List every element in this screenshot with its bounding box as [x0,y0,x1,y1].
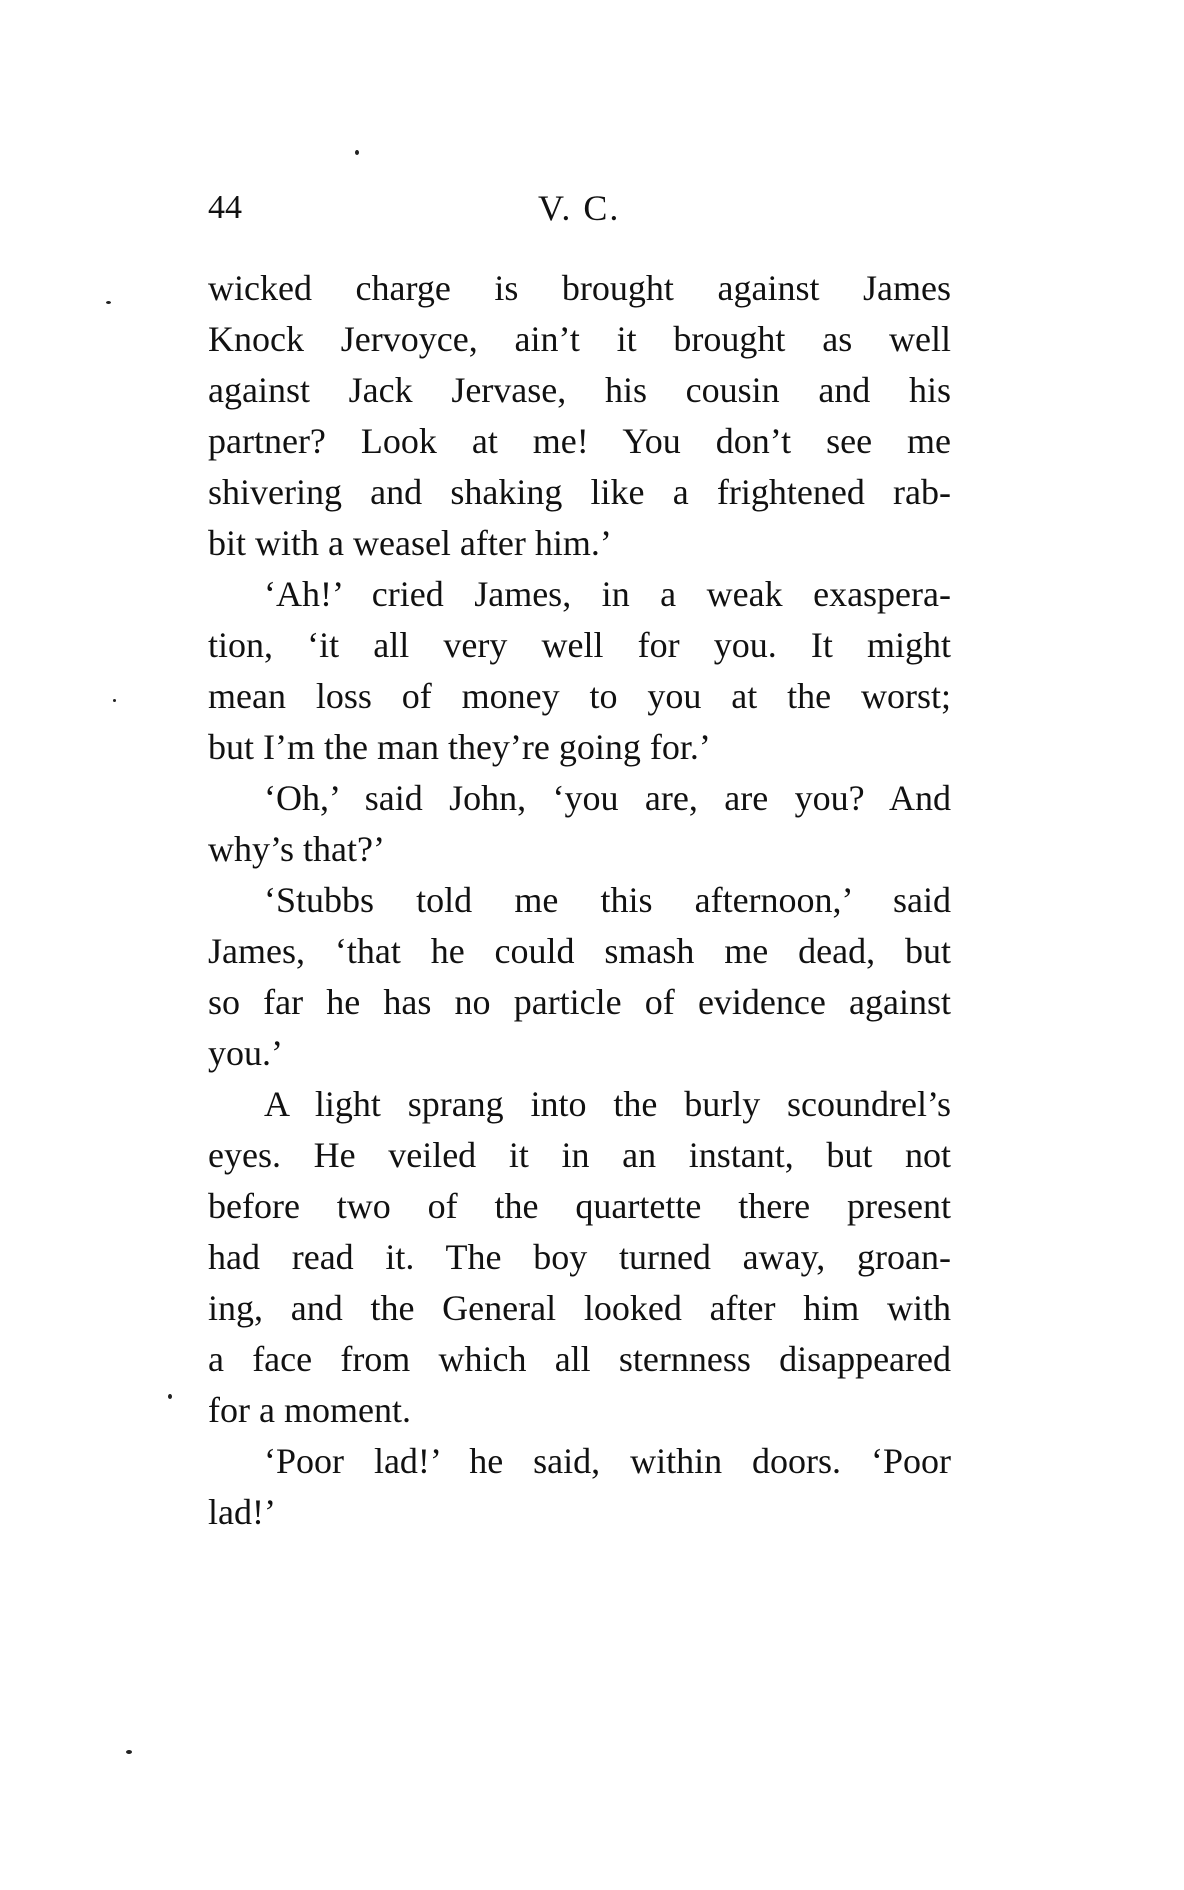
text-line: before two of the quartette there present [208,1186,951,1226]
body-text [208,263,951,1538]
scan-speck [168,1394,172,1399]
scan-speck [126,1750,132,1754]
text-line: ‘Poor lad!’ he said, within doors. ‘Poor [264,1441,951,1481]
text-line: lad!’ [208,1492,276,1532]
text-line: bit with a weasel after him.’ [208,523,612,563]
text-line: ‘Ah!’ cried James, in a weak exaspera- [264,574,951,614]
text-line: why’s that?’ [208,829,385,869]
text-line: a face from which all sternness disappeared [208,1339,951,1379]
text-line: ‘Oh,’ said John, ‘you are, are you? And [264,778,951,818]
text-line: against Jack Jervase, his cousin and his [208,370,951,410]
text-line: had read it. The boy turned away, groan- [208,1237,951,1277]
scan-speck [113,699,116,702]
text-line: mean loss of money to you at the worst; [208,676,951,716]
text-line: so far he has no particle of evidence against [208,982,951,1022]
text-line: for a moment. [208,1390,411,1430]
text-line: James, ‘that he could smash me dead, but [208,931,951,971]
scan-speck [355,150,359,155]
page-number: 44 [208,189,242,226]
text-line: you.’ [208,1033,283,1073]
scan-speck [106,301,111,304]
running-head: V. C. [538,188,621,228]
page-header [208,185,958,235]
text-line: but I’m the man they’re going for.’ [208,727,711,767]
text-line: ing, and the General looked after him with [208,1288,951,1328]
text-line: wicked charge is brought against James [208,268,951,308]
text-line: tion, ‘it all very well for you. It might [208,625,951,665]
text-line: ‘Stubbs told me this afternoon,’ said [264,880,951,920]
text-line: A light sprang into the burly scoundrel’s [264,1084,951,1124]
text-line: partner? Look at me! You don’t see me [208,421,951,461]
text-line: Knock Jervoyce, ain’t it brought as well [208,319,951,359]
text-line: eyes. He veiled it in an instant, but not [208,1135,951,1175]
text-line: shivering and shaking like a frightened rab- [208,472,951,512]
